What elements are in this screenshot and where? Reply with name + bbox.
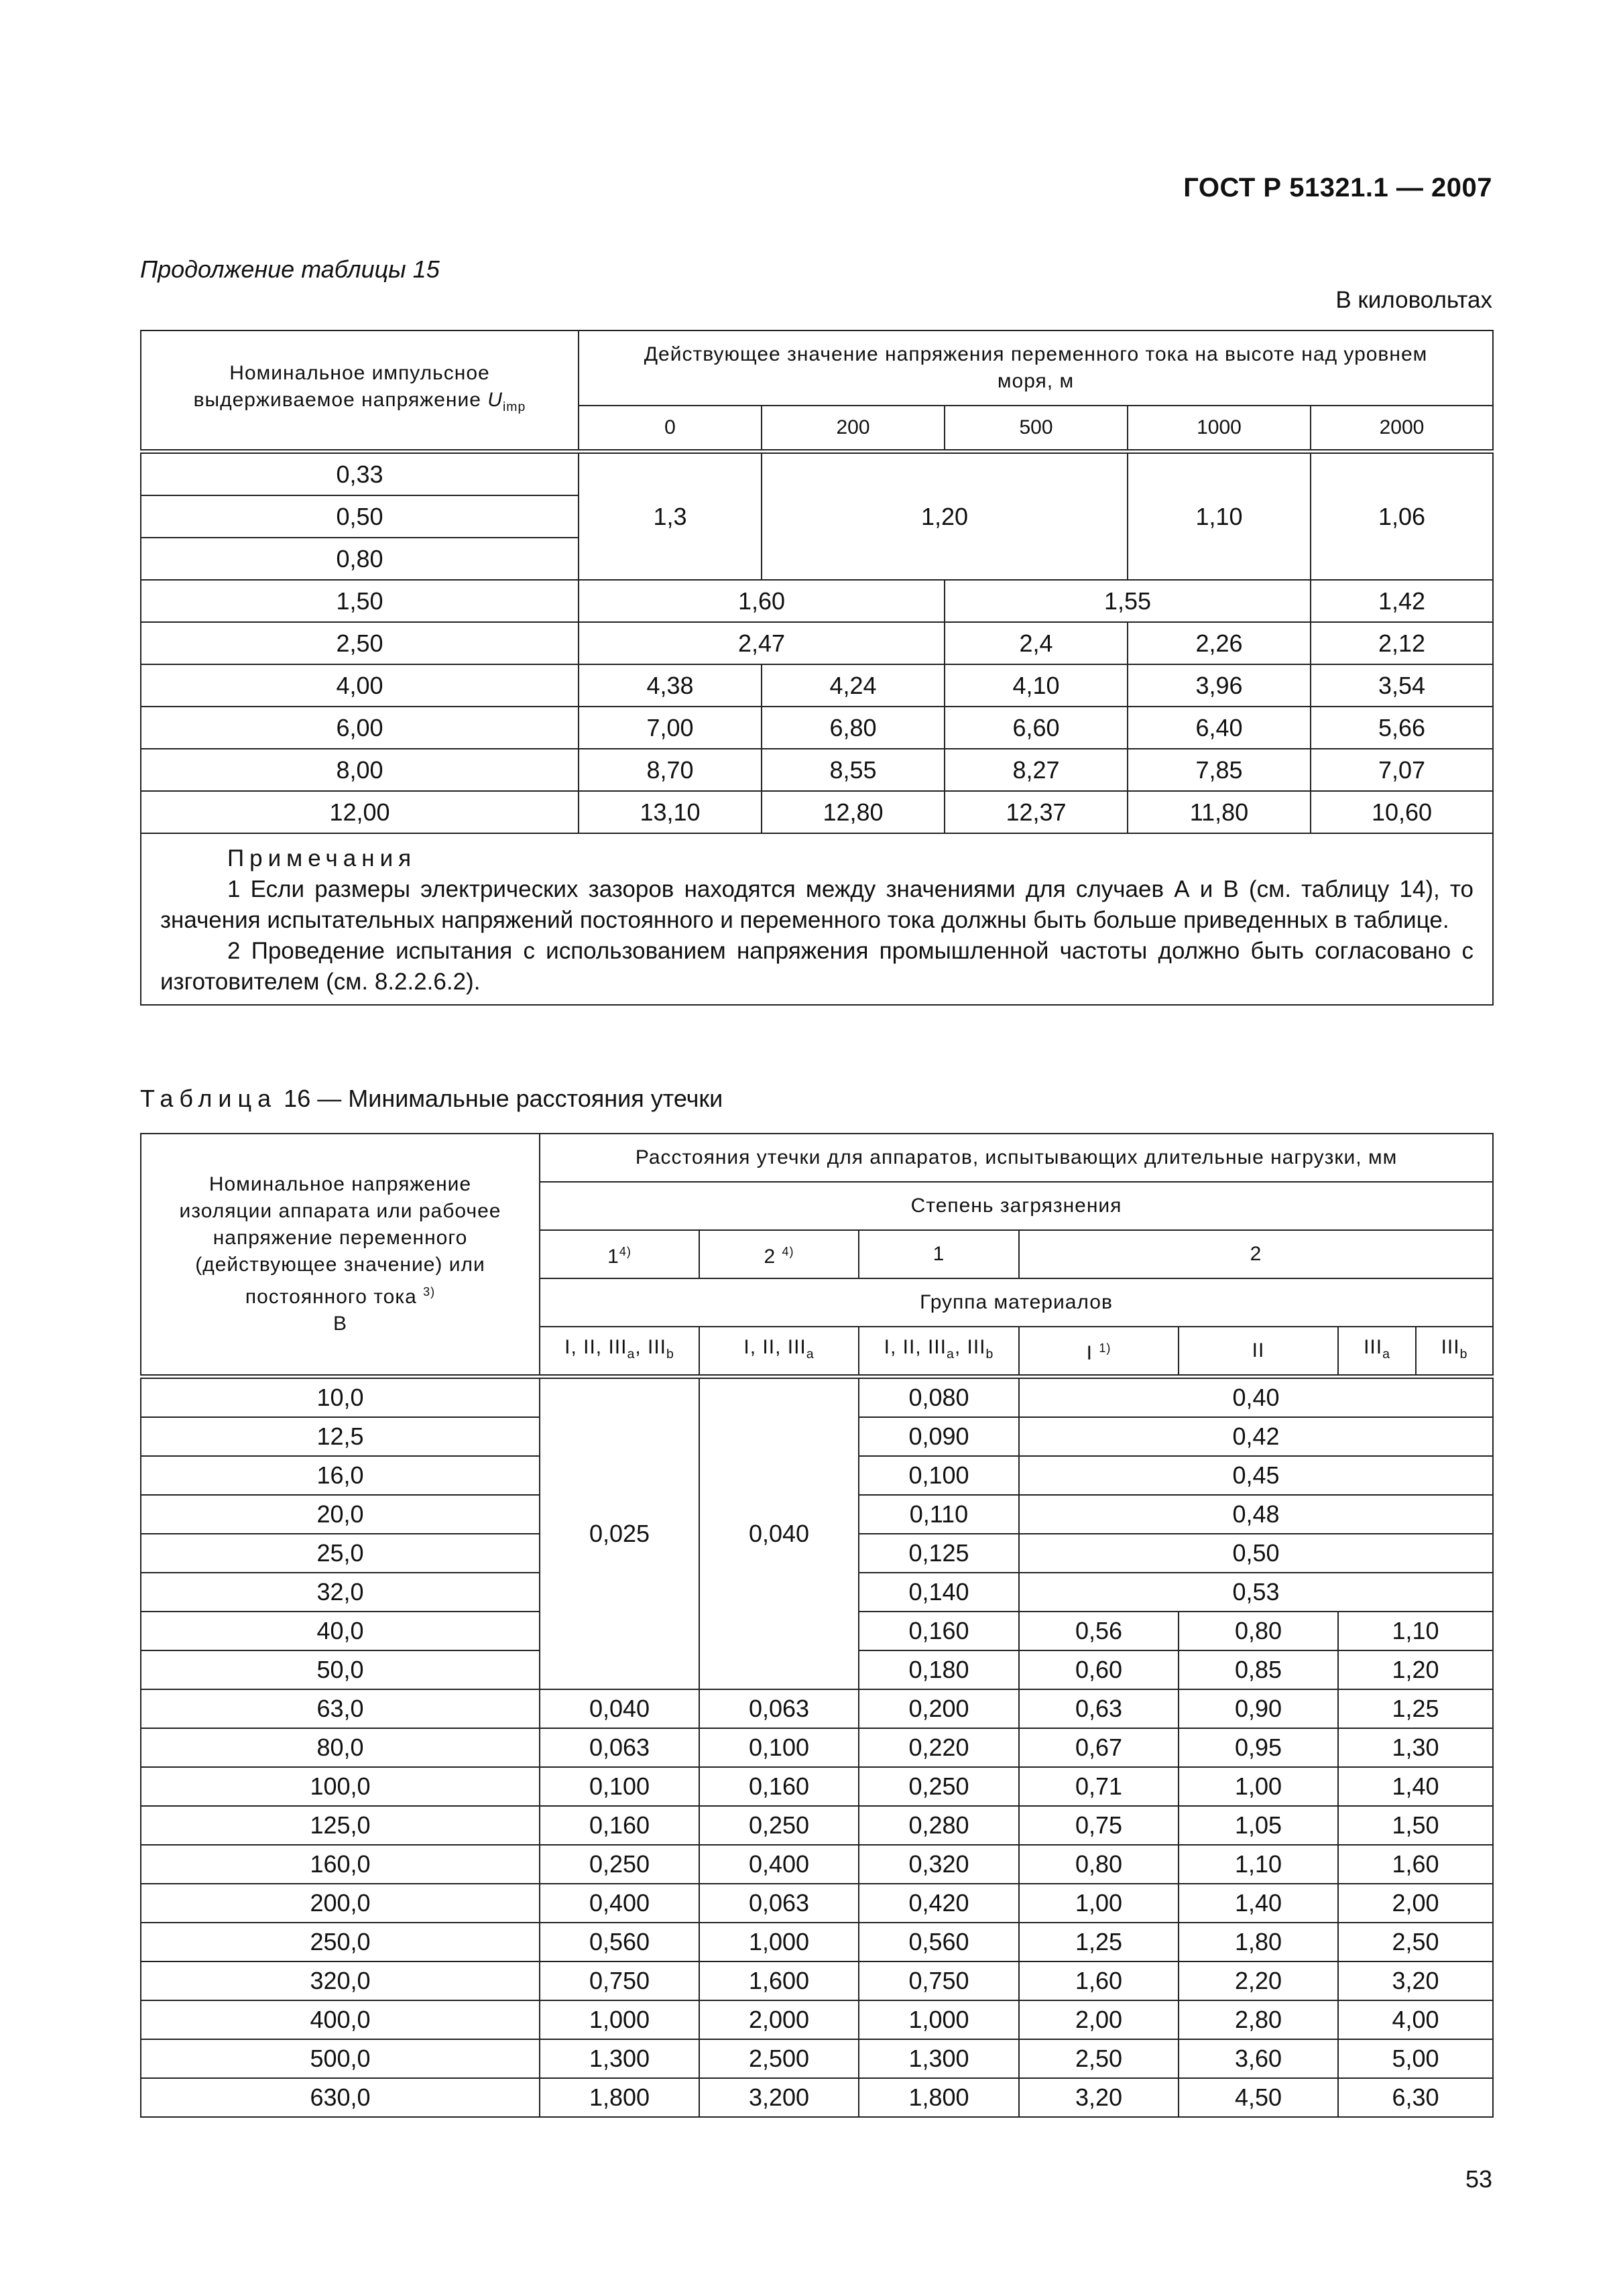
t16-value-cell: 0,110 bbox=[859, 1495, 1019, 1534]
t16-value-cell: 2,20 bbox=[1179, 1961, 1338, 2000]
t16-value-cell: 1,30 bbox=[1338, 1728, 1493, 1767]
t15-value-cell: 2,47 bbox=[579, 622, 945, 664]
t16-value-cell: 1,000 bbox=[859, 2000, 1019, 2039]
t15-value-cell: 1,55 bbox=[945, 580, 1311, 622]
t15-value-cell: 6,60 bbox=[945, 707, 1128, 749]
t16-pollution-degree: 2 $^{4)}$ bbox=[699, 1230, 859, 1278]
t16-value-cell: 0,71 bbox=[1019, 1767, 1179, 1806]
t16-value-cell: 3,200 bbox=[699, 2078, 859, 2117]
t16-pollution-degree: 2 bbox=[1019, 1230, 1493, 1278]
t15-value-cell: 7,00 bbox=[579, 707, 762, 749]
t15-altitude: 500 bbox=[945, 406, 1128, 452]
t15-altitude: 2000 bbox=[1311, 406, 1493, 452]
t15-voltage-header: Действующее значение напряжения переменного тока на высоте над уровнем моря, м bbox=[579, 330, 1493, 406]
t16-value-cell: 0,040 bbox=[699, 1377, 859, 1690]
table-16-caption: Таблица 16 — Минимальные расстояния утечки bbox=[140, 1085, 723, 1112]
table-15 bbox=[140, 330, 1494, 1006]
t16-voltage-cell: 320,0 bbox=[141, 1961, 540, 2000]
t15-value-cell: 6,40 bbox=[1128, 707, 1311, 749]
t15-uimp-cell: 0,80 bbox=[141, 538, 579, 580]
t16-value-cell: 5,00 bbox=[1338, 2039, 1493, 2078]
t15-altitude: 200 bbox=[762, 406, 945, 452]
t16-pollution-degree: 1$^{4)}$ bbox=[540, 1230, 699, 1278]
t15-value-cell: 1,10 bbox=[1128, 452, 1311, 581]
t16-value-cell: 0,280 bbox=[859, 1806, 1019, 1845]
t16-value-cell: 0,75 bbox=[1019, 1806, 1179, 1845]
t16-value-cell: 1,20 bbox=[1338, 1650, 1493, 1689]
t16-value-cell: 0,250 bbox=[859, 1767, 1019, 1806]
t15-value-cell: 1,42 bbox=[1311, 580, 1493, 622]
t16-value-cell: 0,100 bbox=[540, 1767, 699, 1806]
t16-value-cell: 0,090 bbox=[859, 1417, 1019, 1456]
t16-material-group: I $^{1)}$ bbox=[1019, 1327, 1179, 1377]
t16-material-group: $III_b$ bbox=[1416, 1327, 1493, 1377]
t16-value-cell: 1,000 bbox=[540, 2000, 699, 2039]
t16-value-cell: 0,48 bbox=[1019, 1495, 1493, 1534]
t15-uimp-cell: 1,50 bbox=[141, 580, 579, 622]
t16-value-cell: 0,025 bbox=[540, 1377, 699, 1690]
t15-value-cell: 11,80 bbox=[1128, 791, 1311, 833]
t16-value-cell: 1,000 bbox=[699, 1923, 859, 1961]
t16-value-cell: 0,400 bbox=[699, 1845, 859, 1884]
t16-value-cell: 0,60 bbox=[1019, 1650, 1179, 1689]
t16-voltage-cell: 125,0 bbox=[141, 1806, 540, 1845]
t16-voltage-cell: 100,0 bbox=[141, 1767, 540, 1806]
t16-value-cell: 1,10 bbox=[1338, 1612, 1493, 1650]
t16-value-cell: 1,10 bbox=[1179, 1845, 1338, 1884]
page-number: 53 bbox=[1465, 2165, 1492, 2193]
t16-value-cell: 0,560 bbox=[540, 1923, 699, 1961]
t15-value-cell: 12,80 bbox=[762, 791, 945, 833]
t16-voltage-header: Номинальное напряжение изоляции аппарата или рабочее напряжение переменного (действующее значение) или постоянного тока $^{3)}$ В bbox=[141, 1134, 540, 1377]
t16-pollution-degree: 1 bbox=[859, 1230, 1019, 1278]
t16-value-cell: 2,50 bbox=[1019, 2039, 1179, 2078]
t16-value-cell: 0,750 bbox=[540, 1961, 699, 2000]
t16-voltage-cell: 250,0 bbox=[141, 1923, 540, 1961]
t16-value-cell: 0,063 bbox=[699, 1884, 859, 1923]
t16-materials-header: Группа материалов bbox=[540, 1278, 1493, 1327]
t16-value-cell: 0,160 bbox=[859, 1612, 1019, 1650]
t16-voltage-cell: 63,0 bbox=[141, 1689, 540, 1728]
t16-material-group: I, II, $III_a$ bbox=[699, 1327, 859, 1377]
t15-uimp-cell: 12,00 bbox=[141, 791, 579, 833]
t16-voltage-cell: 500,0 bbox=[141, 2039, 540, 2078]
t16-value-cell: 1,50 bbox=[1338, 1806, 1493, 1845]
t15-altitude: 0 bbox=[579, 406, 762, 452]
t16-value-cell: 0,50 bbox=[1019, 1534, 1493, 1573]
t16-value-cell: 0,85 bbox=[1179, 1650, 1338, 1689]
t15-value-cell: 13,10 bbox=[579, 791, 762, 833]
t16-voltage-cell: 200,0 bbox=[141, 1884, 540, 1923]
t15-uimp-cell: 0,50 bbox=[141, 495, 579, 538]
t16-value-cell: 0,063 bbox=[540, 1728, 699, 1767]
t16-value-cell: 0,40 bbox=[1019, 1377, 1493, 1418]
t16-value-cell: 0,180 bbox=[859, 1650, 1019, 1689]
t16-value-cell: 0,80 bbox=[1179, 1612, 1338, 1650]
t16-voltage-cell: 20,0 bbox=[141, 1495, 540, 1534]
t15-value-cell: 4,38 bbox=[579, 664, 762, 707]
t16-value-cell: 0,750 bbox=[859, 1961, 1019, 2000]
note-2: 2 Проведение испытания с использованием напряжения промышленной частоты должно быть согласовано с изготовителем (см. 8.2.2.6.2). bbox=[160, 938, 1474, 995]
t16-value-cell: 3,60 bbox=[1179, 2039, 1338, 2078]
t16-material-group: I, II, $III_a$, $III_b$ bbox=[540, 1327, 699, 1377]
t16-voltage-cell: 400,0 bbox=[141, 2000, 540, 2039]
t15-value-cell: 8,27 bbox=[945, 749, 1128, 791]
t16-voltage-cell: 12,5 bbox=[141, 1417, 540, 1456]
note-1: 1 Если размеры электрических зазоров находятся между значениями для случаев А и В (см. таблицу 14), то значения испытательных напряжений постоянного и переменного тока должны быть больше приведенных в таблице. bbox=[160, 876, 1474, 933]
t16-voltage-cell: 25,0 bbox=[141, 1534, 540, 1573]
t16-value-cell: 0,560 bbox=[859, 1923, 1019, 1961]
t15-value-cell: 4,10 bbox=[945, 664, 1128, 707]
t15-uimp-header: Номинальное импульсное выдерживаемое напряжение $U_{imp}$ bbox=[141, 330, 579, 452]
t15-value-cell: 1,60 bbox=[579, 580, 945, 622]
t16-value-cell: 1,00 bbox=[1019, 1884, 1179, 1923]
t16-value-cell: 0,100 bbox=[699, 1728, 859, 1767]
t16-value-cell: 1,00 bbox=[1179, 1767, 1338, 1806]
t16-value-cell: 4,50 bbox=[1179, 2078, 1338, 2117]
t16-material-group: II bbox=[1179, 1327, 1338, 1377]
t15-value-cell: 4,24 bbox=[762, 664, 945, 707]
t16-value-cell: 1,800 bbox=[540, 2078, 699, 2117]
t15-value-cell: 3,96 bbox=[1128, 664, 1311, 707]
t16-value-cell: 0,56 bbox=[1019, 1612, 1179, 1650]
t15-notes bbox=[141, 833, 1493, 1005]
table-continuation-title: Продолжение таблицы 15 bbox=[140, 255, 440, 283]
t16-value-cell: 0,220 bbox=[859, 1728, 1019, 1767]
t15-value-cell: 5,66 bbox=[1311, 707, 1493, 749]
t16-value-cell: 4,00 bbox=[1338, 2000, 1493, 2039]
t16-value-cell: 1,300 bbox=[859, 2039, 1019, 2078]
t16-value-cell: 0,040 bbox=[540, 1689, 699, 1728]
t16-value-cell: 0,67 bbox=[1019, 1728, 1179, 1767]
t16-value-cell: 0,160 bbox=[699, 1767, 859, 1806]
t16-value-cell: 0,140 bbox=[859, 1573, 1019, 1612]
t16-value-cell: 0,400 bbox=[540, 1884, 699, 1923]
t16-value-cell: 0,80 bbox=[1019, 1845, 1179, 1884]
t16-value-cell: 0,63 bbox=[1019, 1689, 1179, 1728]
t15-value-cell: 3,54 bbox=[1311, 664, 1493, 707]
t16-pollution-header: Степень загрязнения bbox=[540, 1182, 1493, 1230]
t15-value-cell: 7,85 bbox=[1128, 749, 1311, 791]
t15-value-cell: 1,3 bbox=[579, 452, 762, 581]
t16-voltage-cell: 80,0 bbox=[141, 1728, 540, 1767]
t16-value-cell: 1,600 bbox=[699, 1961, 859, 2000]
document-title: ГОСТ Р 51321.1 — 2007 bbox=[1183, 173, 1492, 202]
t16-value-cell: 0,320 bbox=[859, 1845, 1019, 1884]
t16-value-cell: 0,160 bbox=[540, 1806, 699, 1845]
t16-value-cell: 0,100 bbox=[859, 1456, 1019, 1495]
units-label: В киловольтах bbox=[1335, 287, 1492, 313]
t15-value-cell: 8,70 bbox=[579, 749, 762, 791]
t16-material-group: I, II, $III_a$, $III_b$ bbox=[859, 1327, 1019, 1377]
t16-value-cell: 1,40 bbox=[1179, 1884, 1338, 1923]
t16-value-cell: 6,30 bbox=[1338, 2078, 1493, 2117]
t16-value-cell: 0,42 bbox=[1019, 1417, 1493, 1456]
t15-uimp-cell: 6,00 bbox=[141, 707, 579, 749]
t16-value-cell: 0,125 bbox=[859, 1534, 1019, 1573]
t15-value-cell: 2,26 bbox=[1128, 622, 1311, 664]
t16-value-cell: 3,20 bbox=[1019, 2078, 1179, 2117]
t16-voltage-cell: 630,0 bbox=[141, 2078, 540, 2117]
t16-value-cell: 0,95 bbox=[1179, 1728, 1338, 1767]
t15-value-cell: 6,80 bbox=[762, 707, 945, 749]
t16-value-cell: 1,25 bbox=[1019, 1923, 1179, 1961]
t16-value-cell: 0,063 bbox=[699, 1689, 859, 1728]
t16-value-cell: 2,80 bbox=[1179, 2000, 1338, 2039]
t16-voltage-cell: 50,0 bbox=[141, 1650, 540, 1689]
t15-uimp-cell: 8,00 bbox=[141, 749, 579, 791]
t16-value-cell: 0,90 bbox=[1179, 1689, 1338, 1728]
t15-uimp-cell: 2,50 bbox=[141, 622, 579, 664]
t16-value-cell: 1,300 bbox=[540, 2039, 699, 2078]
t16-value-cell: 2,00 bbox=[1338, 1884, 1493, 1923]
t16-value-cell: 1,60 bbox=[1019, 1961, 1179, 2000]
t16-voltage-cell: 16,0 bbox=[141, 1456, 540, 1495]
t16-value-cell: 1,25 bbox=[1338, 1689, 1493, 1728]
t16-voltage-cell: 40,0 bbox=[141, 1612, 540, 1650]
t15-value-cell: 2,4 bbox=[945, 622, 1128, 664]
notes-heading: Примечания bbox=[227, 845, 417, 871]
t16-voltage-cell: 32,0 bbox=[141, 1573, 540, 1612]
t16-value-cell: 2,00 bbox=[1019, 2000, 1179, 2039]
t16-value-cell: 2,500 bbox=[699, 2039, 859, 2078]
t15-value-cell: 7,07 bbox=[1311, 749, 1493, 791]
t15-uimp-cell: 0,33 bbox=[141, 452, 579, 496]
t15-value-cell: 1,06 bbox=[1311, 452, 1493, 581]
t16-value-cell: 0,53 bbox=[1019, 1573, 1493, 1612]
t16-value-cell: 1,40 bbox=[1338, 1767, 1493, 1806]
t16-value-cell: 0,200 bbox=[859, 1689, 1019, 1728]
t15-altitude: 1000 bbox=[1128, 406, 1311, 452]
t16-value-cell: 0,45 bbox=[1019, 1456, 1493, 1495]
t16-value-cell: 1,800 bbox=[859, 2078, 1019, 2117]
t15-value-cell: 10,60 bbox=[1311, 791, 1493, 833]
table-16 bbox=[140, 1133, 1494, 2118]
t16-creepage-header: Расстояния утечки для аппаратов, испытывающих длительные нагрузки, мм bbox=[540, 1134, 1493, 1182]
t16-value-cell: 1,60 bbox=[1338, 1845, 1493, 1884]
t16-voltage-cell: 160,0 bbox=[141, 1845, 540, 1884]
t15-value-cell: 1,20 bbox=[762, 452, 1128, 581]
t16-value-cell: 2,000 bbox=[699, 2000, 859, 2039]
t16-value-cell: 0,250 bbox=[540, 1845, 699, 1884]
t15-uimp-cell: 4,00 bbox=[141, 664, 579, 707]
t15-value-cell: 8,55 bbox=[762, 749, 945, 791]
t15-value-cell: 12,37 bbox=[945, 791, 1128, 833]
t16-value-cell: 2,50 bbox=[1338, 1923, 1493, 1961]
t16-value-cell: 0,250 bbox=[699, 1806, 859, 1845]
t16-value-cell: 3,20 bbox=[1338, 1961, 1493, 2000]
t16-value-cell: 1,05 bbox=[1179, 1806, 1338, 1845]
t16-value-cell: 0,080 bbox=[859, 1377, 1019, 1418]
t16-material-group: $III_a$ bbox=[1338, 1327, 1416, 1377]
t16-value-cell: 0,420 bbox=[859, 1884, 1019, 1923]
t16-voltage-cell: 10,0 bbox=[141, 1377, 540, 1418]
t15-value-cell: 2,12 bbox=[1311, 622, 1493, 664]
t16-value-cell: 1,80 bbox=[1179, 1923, 1338, 1961]
